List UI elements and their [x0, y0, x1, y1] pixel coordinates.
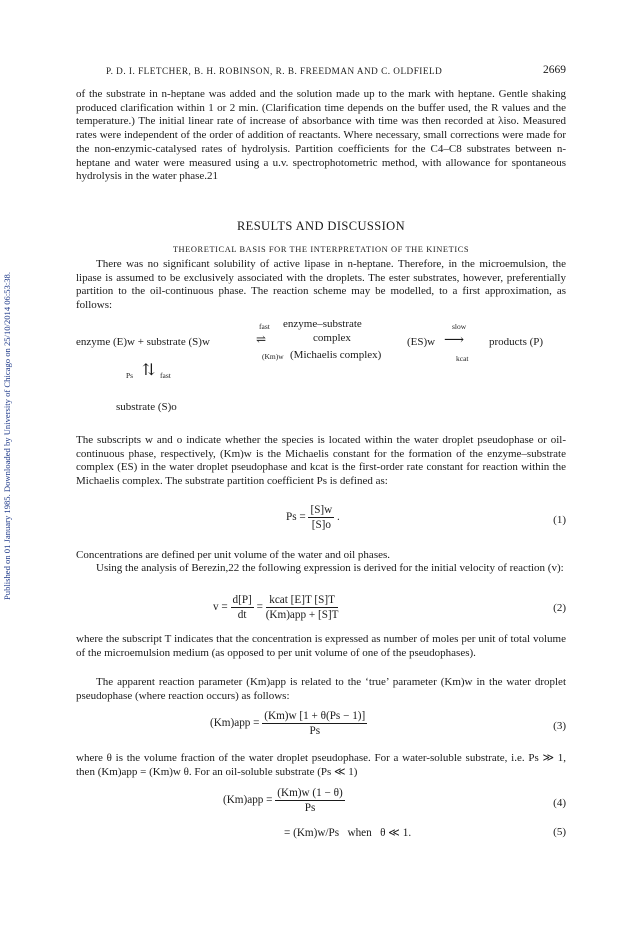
equation-number-5: (5) [553, 826, 566, 838]
eq3-lhs: (Km)app = [210, 717, 260, 730]
eq4-numerator: (Km)w (1 − θ) [277, 787, 343, 799]
eq2-fraction-2 [266, 594, 339, 621]
scheme-fast-top: fast [259, 322, 270, 331]
scheme-ps: Ps [126, 371, 134, 380]
paragraph-subscript-T: where the subscript T indicates that the concentration is expressed as number of moles per unit of total volume of the microemulsion medium (as opposed to per unit volume of one of the pseudophases). [76, 633, 566, 659]
reaction-scheme [76, 320, 576, 440]
paragraph-berezin: Using the analysis of Berezin,22 the following expression is derived for the initial velocity of reaction (v): [96, 562, 564, 574]
eq4-denominator: Ps [304, 802, 316, 814]
scheme-km: (Km)w [262, 352, 284, 361]
eq1-denominator: [S]o [311, 519, 331, 531]
equation-number-2: (2) [553, 602, 566, 614]
vertical-equilibrium-arrow-icon: ⇅ [142, 362, 156, 379]
equation-1 [286, 504, 340, 531]
download-watermark: Published on 01 January 1985. Downloaded by University of Chicago on 25/10/2014 06:53:38. [2, 272, 12, 600]
paragraph-theta: where θ is the volume fraction of the water droplet pseudophase. For a water-soluble substrate, i.e. Ps ≫ 1, then (Km)app = (Km)w θ. For an oil-soluble substrate (Ps ≪ 1) [76, 752, 566, 778]
scheme-fast-side: fast [160, 371, 171, 380]
eq2-denominator-2: (Km)app + [S]T [265, 609, 339, 621]
equation-3 [210, 710, 367, 737]
scheme-enzyme-substrate: enzyme (E)w + substrate (S)w [76, 336, 210, 348]
equation-4 [223, 787, 345, 814]
eq2-numerator-1: d[P] [232, 594, 252, 606]
eq1-period: . [337, 511, 340, 524]
eq4-fraction [275, 787, 344, 814]
equation-number-3: (3) [553, 720, 566, 732]
scheme-products: products (P) [489, 336, 544, 348]
eq3-fraction [262, 710, 367, 737]
forward-arrow-icon: ⟶ [444, 333, 465, 348]
equation-number-1: (1) [553, 514, 566, 526]
subsection-heading: THEORETICAL BASIS FOR THE INTERPRETATION OF THE KINETICS [172, 245, 470, 254]
paragraph-apparent-parameter: The apparent reaction parameter (Km)app is related to the ‘true’ parameter (Km)w in the water droplet pseudophase (where reaction occurs) as follows: [76, 676, 566, 702]
scheme-slow: slow [452, 322, 467, 331]
eq3-numerator: (Km)w [1 + θ(Ps − 1)] [264, 710, 366, 722]
page-number: 2669 [543, 64, 566, 76]
equation-number-4: (4) [553, 797, 566, 809]
scheme-complex-line2: complex [313, 332, 351, 344]
scheme-substrate-oil: substrate (S)o [116, 401, 177, 413]
eq3-denominator: Ps [309, 725, 321, 737]
eq2-numerator-2: kcat [E]T [S]T [266, 594, 339, 608]
equation-2 [213, 594, 338, 621]
header-authors: P. D. I. FLETCHER, B. H. ROBINSON, R. B. FREEDMAN AND C. OLDFIELD [106, 66, 443, 76]
paragraph-subscripts: The subscripts w and o indicate whether the species is located within the water droplet pseudophase or oil-continuous phase, respectively, (Km)w is the Michaelis constant for the formation of the enzyme–substrate complex (ES) in the water droplet pseudophase and kcat is the first-order rate constant for reaction within the Michaelis complex. The substrate partition coefficient Ps is defined as: [76, 434, 566, 488]
scheme-kcat: kcat [456, 354, 469, 363]
section-heading: RESULTS AND DISCUSSION [236, 219, 406, 233]
scheme-complex-line3: (Michaelis complex) [290, 349, 382, 361]
scheme-complex-line1: enzyme–substrate [283, 318, 362, 330]
paragraph-methods-end: of the substrate in n-heptane was added and the solution made up to the mark with heptane. Gentle shaking produced clarification within 1 or 2 min. (Clarification time depends on the buffer used, the R values and the temperature.) The initial linear rate of increase of absorbance with time was then recorded at λiso. Measured rates were independent of the order of addition of reactants. Where necessary, small corrections were made for the non-enzymic-catalysed rates of hydrolysis. Partition coefficients for the C4–C8 substrates between n-heptane and water were measured using a u.v. spectrophotometric method, with allowance for spontaneous hydrolysis in the water phase.21 [76, 88, 566, 183]
eq1-numerator: [S]w [310, 504, 333, 516]
paragraph-concentrations: Concentrations are defined per unit volume of the water and oil phases. [76, 549, 391, 561]
scheme-es: (ES)w [407, 336, 436, 348]
eq1-lhs: Ps = [286, 511, 306, 524]
eq1-fraction [308, 504, 334, 531]
equilibrium-arrow-icon: ⇌ [256, 332, 267, 346]
eq2-lhs: v = [213, 601, 228, 614]
running-header [76, 64, 566, 80]
eq2-denominator-1: dt [237, 609, 247, 621]
eq2-fraction-1 [231, 594, 254, 621]
eq2-equals: = [256, 601, 263, 614]
paragraph-intro: There was no significant solubility of active lipase in n-heptane. Therefore, in the microemulsion, the lipase is assumed to be exclusively associated with the droplets. The ester substrates, however, preferentially partition to the oil-continuous phase. The reaction scheme may be modelled, to a first approximation, as follows: [76, 258, 566, 312]
eq4-lhs: (Km)app = [223, 794, 273, 807]
equation-5: = (Km)w/Ps when θ ≪ 1. [284, 827, 412, 839]
